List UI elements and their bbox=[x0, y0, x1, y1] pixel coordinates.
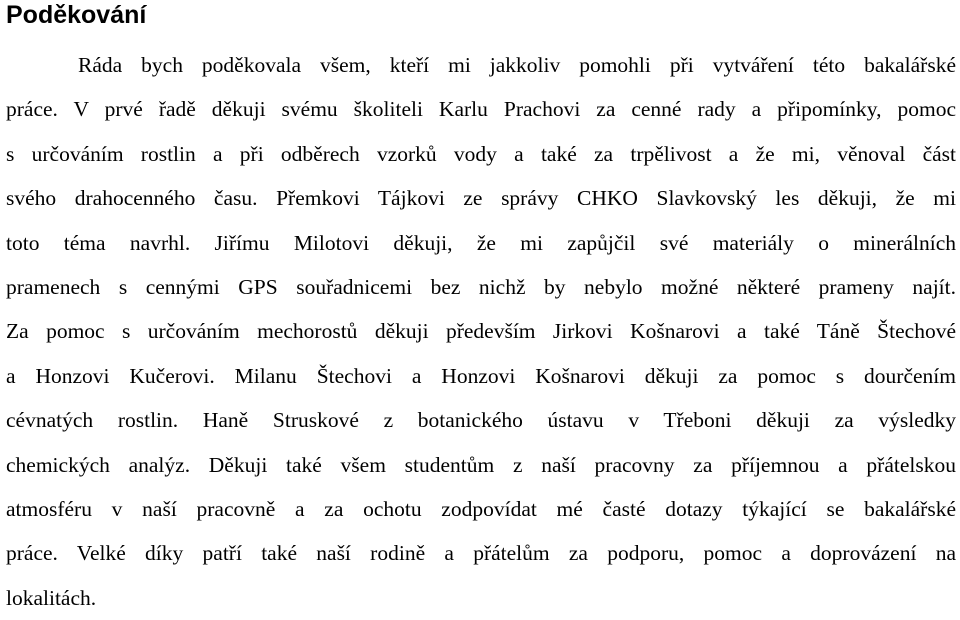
paragraph-line: atmosféru v naší pracovně a za ochotu zodpovídat mé časté dotazy týkající se bakalářské bbox=[6, 496, 956, 521]
paragraph-line: svého drahocenného času. Přemkovi Tájkovi ze správy CHKO Slavkovský les děkuji, že mi bbox=[6, 186, 956, 211]
paragraph-line: práce. V prvé řadě děkuji svému školiteli Karlu Prachovi za cenné rady a připomínky, pomoc bbox=[6, 97, 956, 122]
paragraph-line: a Honzovi Kučerovi. Milanu Štechovi a Honzovi Košnarovi děkuji za pomoc s dourčením bbox=[6, 363, 956, 388]
paragraph-line: s určováním rostlin a při odběrech vzorků vody a také za trpělivost a že mi, věnoval část bbox=[6, 141, 956, 166]
paragraph-line: lokalitách. bbox=[6, 585, 97, 610]
paragraph-line: chemických analýz. Děkuji také všem studentům z naší pracovny za příjemnou a přátelskou bbox=[6, 452, 956, 477]
paragraph-line: Ráda bych poděkovala všem, kteří mi jakkoliv pomohli při vytváření této bakalářské bbox=[78, 53, 956, 77]
paragraph-line: cévnatých rostlin. Haně Struskové z botanického ústavu v Třeboni děkuji za výsledky bbox=[6, 408, 956, 433]
paragraph-line: práce. Velké díky patří také naší rodině a přátelům za podporu, pomoc a doprovázení na bbox=[6, 541, 956, 566]
acknowledgement-paragraph bbox=[6, 30, 956, 620]
paragraph-line: pramenech s cennými GPS souřadnicemi bez nichž by nebylo možné některé prameny najít. bbox=[6, 274, 956, 299]
page-title: Poděkování bbox=[6, 1, 147, 29]
paragraph-line: toto téma navrhl. Jiřímu Milotovi děkuji, že mi zapůjčil své materiály o minerálních bbox=[6, 230, 956, 255]
paragraph-line: Za pomoc s určováním mechorostů děkuji především Jirkovi Košnarovi a také Táně Štechové bbox=[6, 319, 956, 344]
